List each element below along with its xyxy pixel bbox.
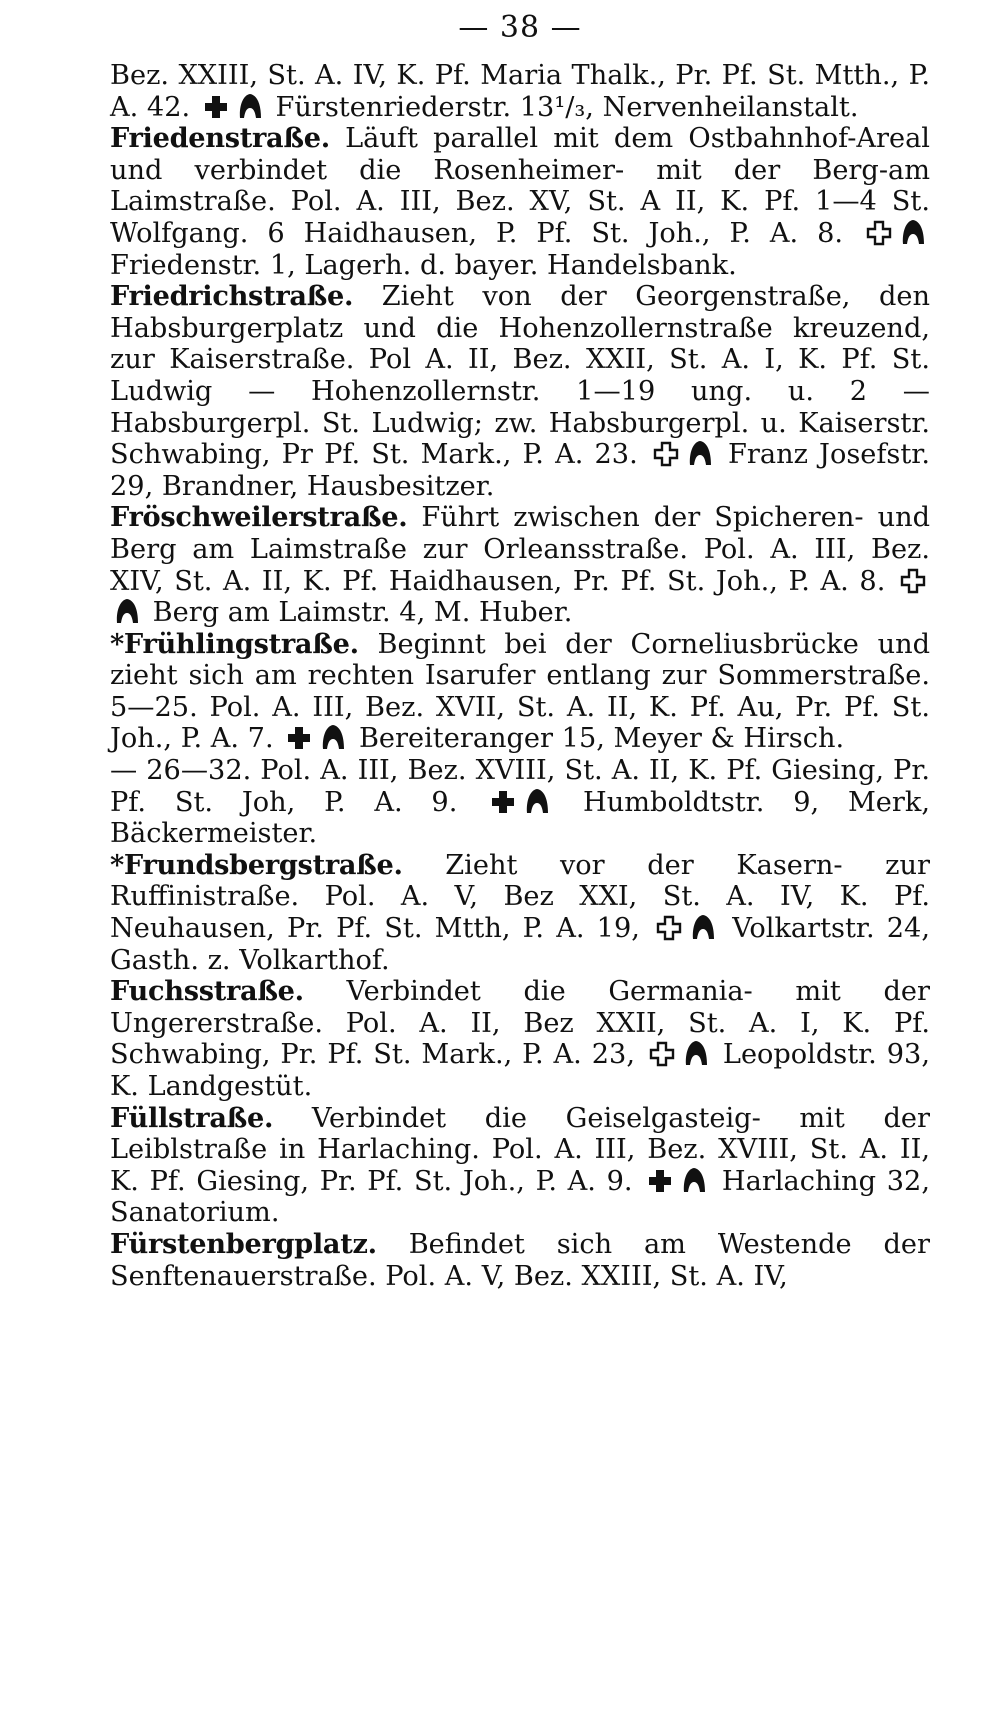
street-entry xyxy=(110,502,930,628)
entries-list xyxy=(110,60,930,1292)
station-address: Berg am Laimstr. 4, M. Huber. xyxy=(152,597,573,629)
helmet-icon xyxy=(237,92,263,120)
station-address: Harlaching 32, Sanatorium. xyxy=(110,1165,930,1229)
street-description: Zieht vor der Kasern- zur Ruffinistraße. Pol. A. V, Bez XXI, St. A. IV, K. Pf. Neuhausen, Pr. Pf. St. Mtth, P. A. 19, xyxy=(110,849,930,945)
street-description: Führt zwischen der Spicheren- und Berg am Laimstraße zur Orleansstraße. Pol. A. III, Bez. XIV, St. A. II, K. Pf. Haidhausen, Pr. Pf. St. Joh., P. A. 8. xyxy=(110,502,930,597)
street-heading: Füllstraße. xyxy=(110,1101,274,1134)
helmet-icon xyxy=(114,597,140,625)
street-description: Verbindet die Geiselgasteig- mit der Leiblstraße in Harlaching. Pol. A. III, Bez. XVIII, St. A. II, K. Pf. Giesing, Pr. Pf. St. Joh., P. A. 9. xyxy=(110,1102,930,1197)
helmet-icon xyxy=(681,1166,707,1194)
helmet-icon xyxy=(524,787,550,815)
street-heading: Friedenstraße. xyxy=(110,122,330,155)
helmet-icon xyxy=(320,723,346,751)
helmet-icon xyxy=(683,1039,709,1067)
filled-cross-icon xyxy=(286,725,312,751)
filled-cross-icon xyxy=(203,94,229,120)
street-entry xyxy=(110,281,930,502)
helmet-icon xyxy=(690,913,716,941)
outline-cross-icon xyxy=(900,568,926,594)
helmet-icon xyxy=(687,439,713,467)
street-description: — 26—32. Pol. A. III, Bez. XVIII, St. A. II, K. Pf. Giesing, Pr. Pf. St. Joh, P. A. 9. xyxy=(110,755,930,818)
street-heading: Friedrichstraße. xyxy=(110,280,354,313)
street-entry xyxy=(110,850,930,976)
station-address: Humboldtstr. 9, Merk, Bäckermeister. xyxy=(110,786,930,850)
page xyxy=(110,0,930,1292)
station-address: Bereiteranger 15, Meyer & Hirsch. xyxy=(358,723,845,755)
street-entry xyxy=(110,1229,930,1292)
street-heading: *Frundsbergstraße. xyxy=(110,848,403,881)
street-heading: Fürstenbergplatz. xyxy=(110,1227,377,1260)
street-description: Befindet sich am Westende der Senftenauerstraße. Pol. A. V, Bez. XXIII, St. A. IV, xyxy=(110,1228,930,1292)
street-entry xyxy=(110,755,930,850)
filled-cross-icon xyxy=(490,789,516,815)
helmet-icon xyxy=(900,218,926,246)
station-address: Volkartstr. 24, Gasth. z. Volkarthof. xyxy=(110,913,930,976)
outline-cross-icon xyxy=(656,915,682,941)
street-description: Beginnt bei der Corneliusbrücke und zieht sich am rechten Isarufer entlang zur Sommerstraße. 5—25. Pol. A. III, Bez. XVII, St. A. II, K. Pf. Au, Pr. Pf. St. Joh., P. A. 7. xyxy=(110,628,930,755)
street-entry xyxy=(110,976,930,1102)
station-address: Leopoldstr. 93, K. Landgestüt. xyxy=(110,1039,930,1102)
street-description: Bez. XXIII, St. A. IV, K. Pf. Maria Thalk., Pr. Pf. St. Mtth., P. A. 42. xyxy=(110,60,930,123)
station-address: Fürstenriederstr. 13¹/₃, Nervenheilanstalt. xyxy=(275,91,859,123)
station-address: Friedenstr. 1, Lagerh. d. bayer. Handelsbank. xyxy=(110,249,737,281)
street-description: Verbindet die Germania- mit der Ungererstraße. Pol. A. II, Bez XXII, St. A. I, K. Pf. Schwabing, Pr. Pf. St. Mark., P. A. 23, xyxy=(110,976,930,1071)
street-entry xyxy=(110,60,930,123)
outline-cross-icon xyxy=(649,1041,675,1067)
outline-cross-icon xyxy=(653,441,679,467)
street-heading: *Frühlingstraße. xyxy=(110,627,359,660)
filled-cross-icon xyxy=(647,1168,673,1194)
station-address: Franz Josefstr. 29, Brandner, Hausbesitzer. xyxy=(110,439,930,502)
street-description: Läuft parallel mit dem Ostbahnhof-Areal und verbindet die Rosenheimer- mit der Berg-am Laimstraße. Pol. A. III, Bez. XV, St. A II, K. Pf. 1—4 St. Wolfgang. 6 Haidhausen, P. Pf. St. Joh., P. A. 8. xyxy=(110,123,930,249)
outline-cross-icon xyxy=(866,220,892,246)
street-entry xyxy=(110,629,930,755)
street-heading: Fuchsstraße. xyxy=(110,975,304,1008)
street-entry xyxy=(110,123,930,281)
page-number: — 38 — xyxy=(458,10,582,45)
street-description: Zieht von der Georgenstraße, den Habsburgerplatz und die Hohenzollernstraße kreuzend, zur Kaiserstraße. Pol A. II, Bez. XXII, St. A. I, K. Pf. St. Ludwig — Hohenzollernstr. 1—19 ung. u. 2 — Habsburgerpl. St. Ludwig; zw. Habsburgerpl. u. Kaiserstr. Schwabing, Pr Pf. St. Mark., P. A. 23. xyxy=(110,281,930,471)
street-entry xyxy=(110,1103,930,1229)
street-heading: Fröschweilerstraße. xyxy=(110,501,408,534)
